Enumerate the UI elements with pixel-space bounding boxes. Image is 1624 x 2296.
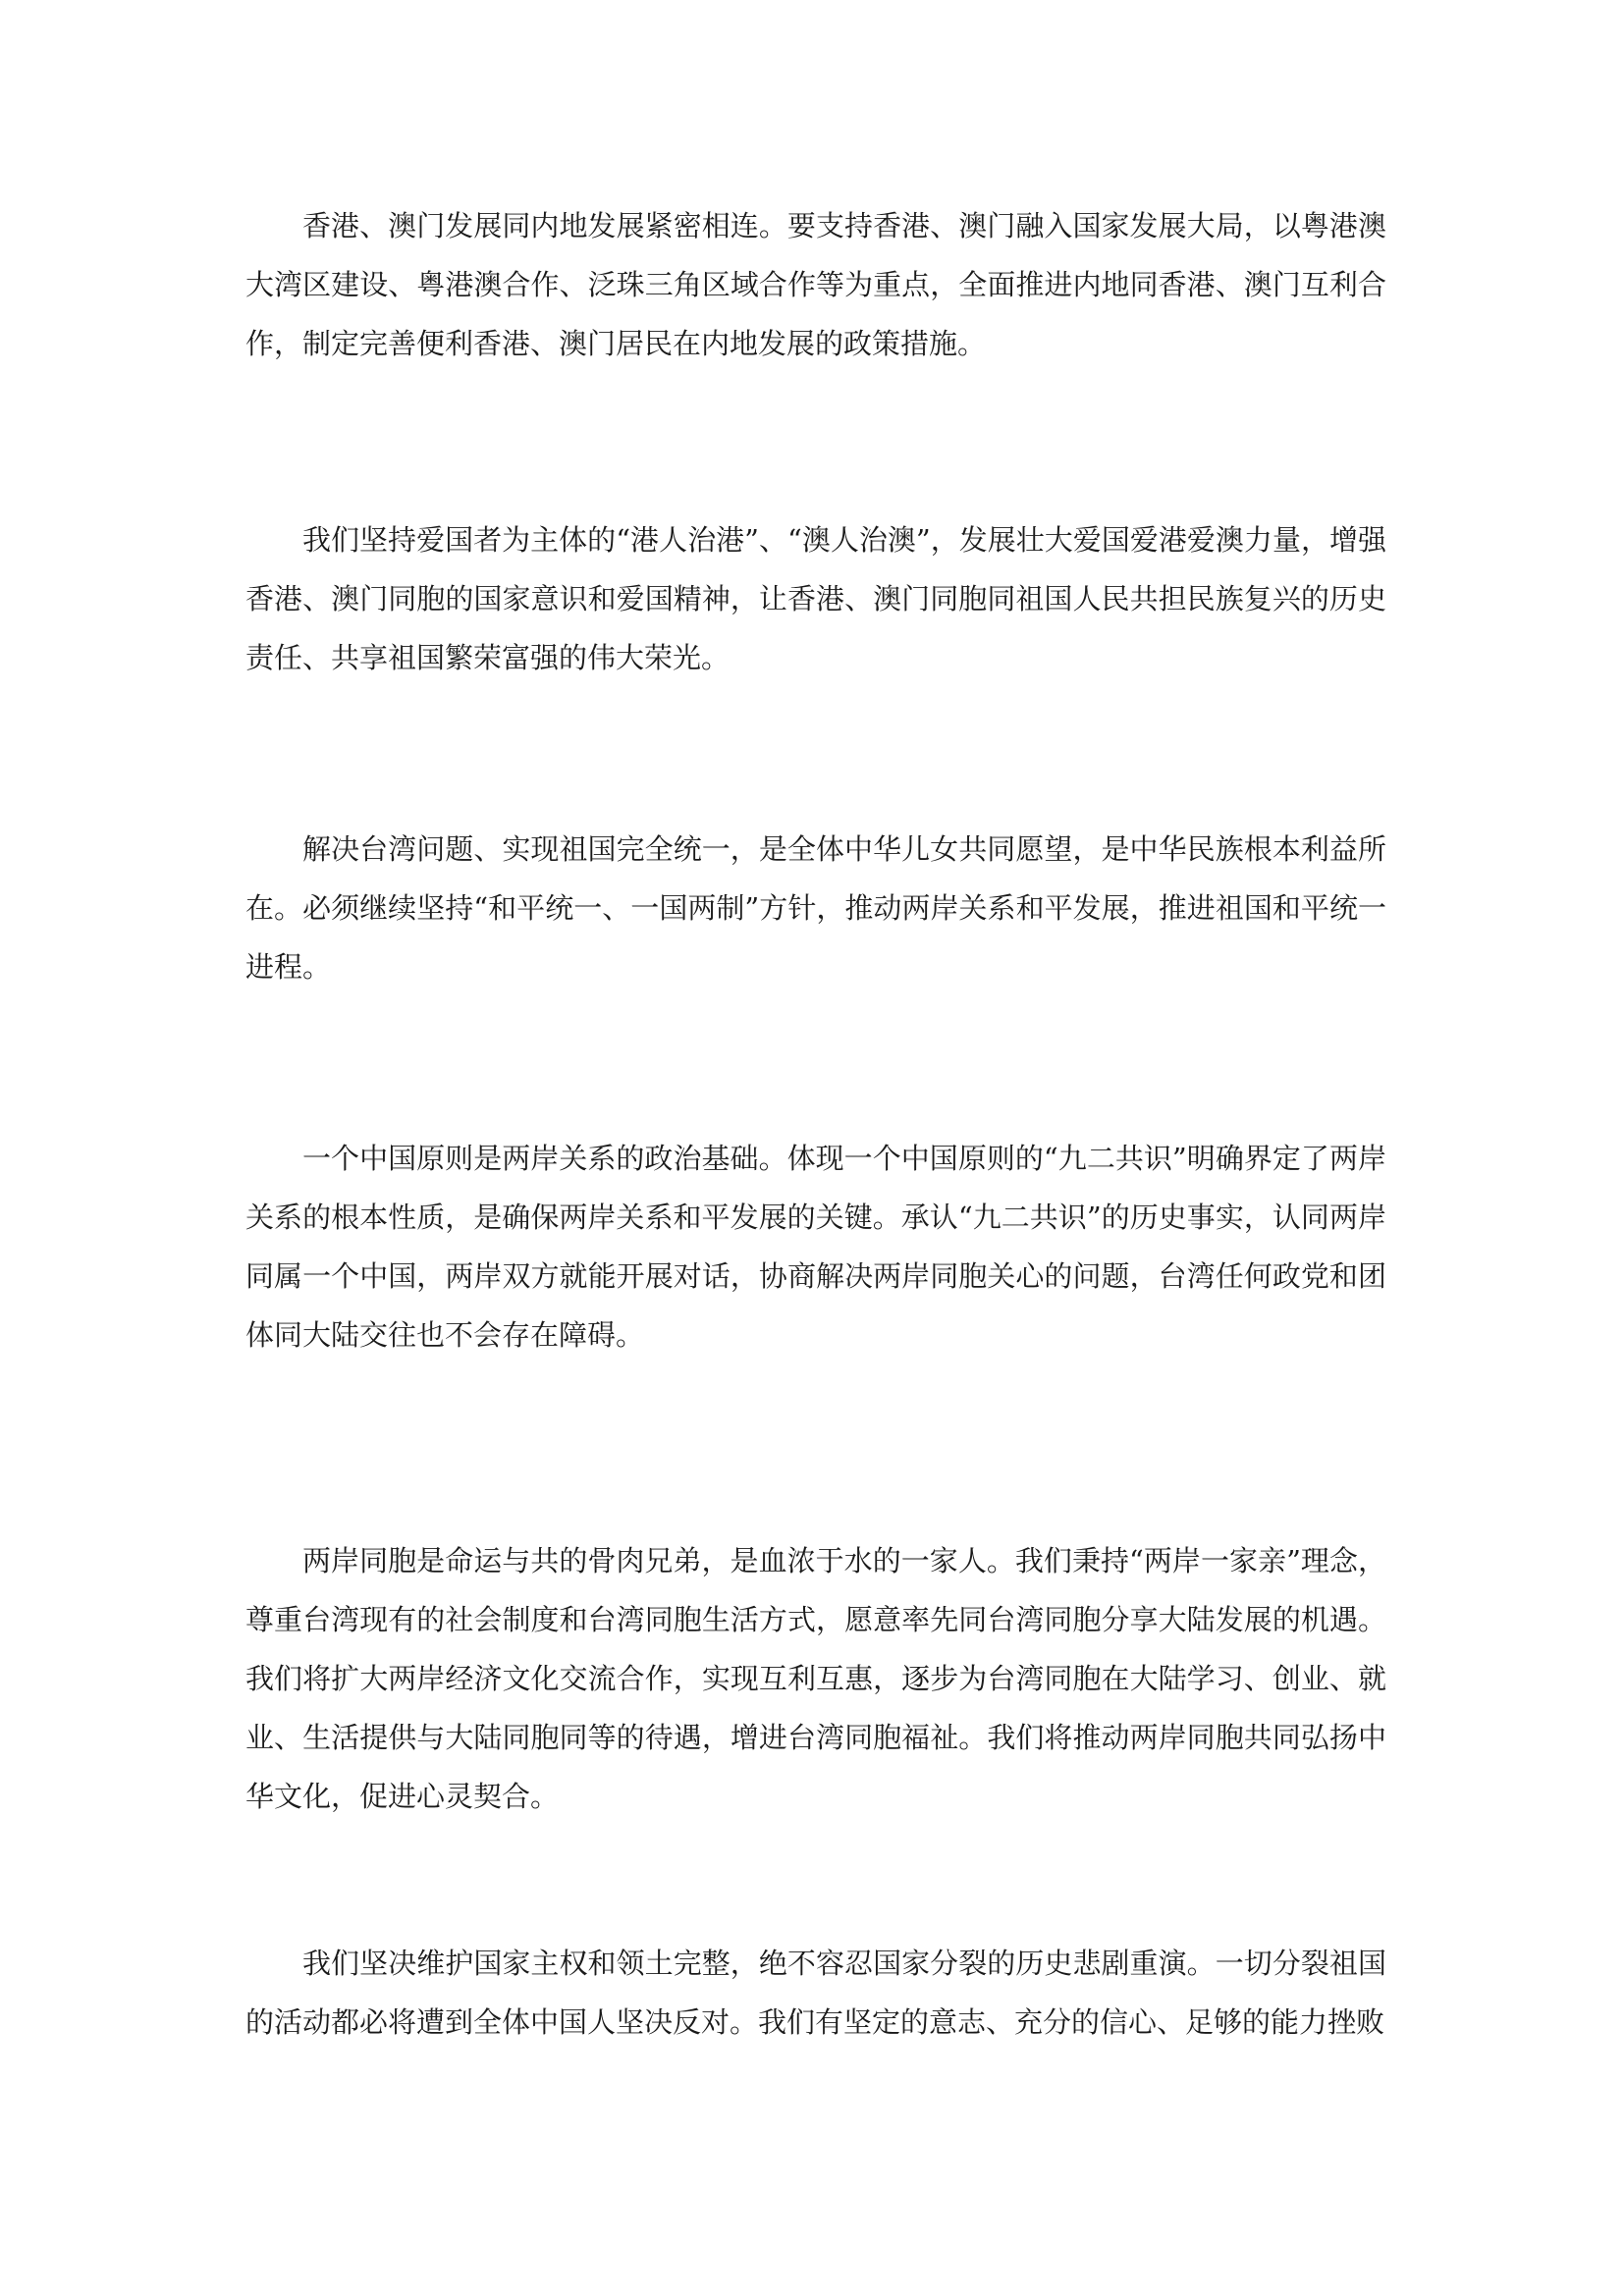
paragraph-patriots-governance: 我们坚持爱国者为主体的“港人治港”、“澳人治澳”，发展壮大爱国爱港爱澳力量，增强香港、澳门同胞的国家意识和爱国精神，让香港、澳门同胞同祖国人民共担民族复兴的历史责任、共享祖国繁荣富强的伟大荣光。 [245,523,1386,674]
paragraph-sovereignty-integrity: 我们坚决维护国家主权和领土完整，绝不容忍国家分裂的历史悲剧重演。一切分裂祖国的活动都必将遭到全体中国人坚决反对。我们有坚定的意志、充分的信心、足够的能力挫败 [245,1947,1386,2039]
paragraph-one-china-principle: 一个中国原则是两岸关系的政治基础。体现一个中国原则的“九二共识”明确界定了两岸关系的根本性质，是确保两岸关系和平发展的关键。承认“九二共识”的历史事实，认同两岸同属一个中国，两岸双方就能开展对话，协商解决两岸同胞关心的问题，台湾任何政党和团体同大陆交往也不会存在障碍。 [245,1142,1386,1352]
paragraph-hongkong-macao-development: 香港、澳门发展同内地发展紧密相连。要支持香港、澳门融入国家发展大局，以粤港澳大湾区建设、粤港澳合作、泛珠三角区域合作等为重点，全面推进内地同香港、澳门互利合作，制定完善便利香港、澳门居民在内地发展的政策措施。 [245,209,1386,360]
paragraph-taiwan-reunification: 解决台湾问题、实现祖国完全统一，是全体中华儿女共同愿望，是中华民族根本利益所在。必须继续坚持“和平统一、一国两制”方针，推动两岸关系和平发展，推进祖国和平统一进程。 [245,832,1386,984]
paragraph-cross-strait-compatriots: 两岸同胞是命运与共的骨肉兄弟，是血浓于水的一家人。我们秉持“两岸一家亲”理念，尊重台湾现有的社会制度和台湾同胞生活方式，愿意率先同台湾同胞分享大陆发展的机遇。我们将扩大两岸经济文化交流合作，实现互利互惠，逐步为台湾同胞在大陆学习、创业、就业、生活提供与大陆同胞同等的待遇，增进台湾同胞福祉。我们将推动两岸同胞共同弘扬中华文化，促进心灵契合。 [245,1544,1386,1813]
